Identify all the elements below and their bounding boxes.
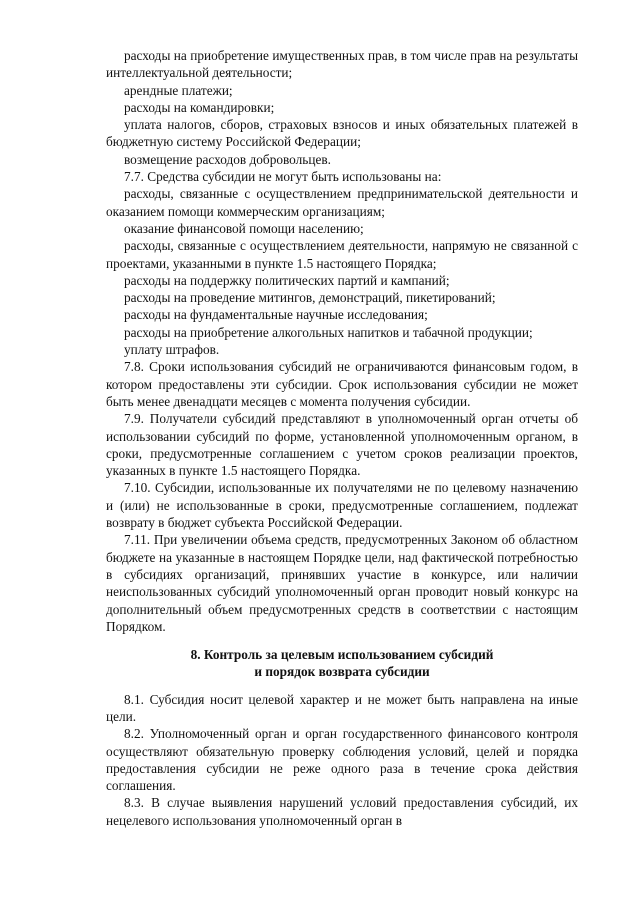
paragraph: 8.1. Субсидия носит целевой характер и не может быть направлена на иные цели.: [106, 691, 578, 724]
paragraph: расходы, связанные с осуществлением предпринимательской деятельности и оказанием помощи коммерческим организациям;: [106, 186, 578, 219]
paragraph: расходы, связанные с осуществлением деятельности, напрямую не связанной с проектами, указанными в пункте 1.5 настоящего Порядка;: [106, 238, 578, 271]
section-8: [106, 691, 578, 829]
paragraph: 7.9. Получатели субсидий представляют в уполномоченный орган отчеты об использовании субсидий по форме, установленной уполномоченным органом, в сроки, предусмотренные соглашением с учетом сроков реализации проектов, указанных в пункте 1.5 настоящего Порядка.: [106, 411, 578, 479]
paragraph: оказание финансовой помощи населению;: [124, 220, 364, 236]
paragraph: уплата налогов, сборов, страховых взносов и иных обязательных платежей в бюджетную систему Российской Федерации;: [106, 117, 578, 150]
section-heading-line-1: 8. Контроль за целевым использованием субсидий: [190, 647, 494, 663]
paragraph: расходы на приобретение имущественных прав, в том числе прав на результаты интеллектуальной деятельности;: [106, 48, 578, 81]
paragraph: 7.7. Средства субсидии не могут быть использованы на:: [124, 169, 442, 185]
paragraph: 8.3. В случае выявления нарушений условий предоставления субсидий, их нецелевого использования уполномоченный орган в: [106, 795, 578, 828]
paragraph: 8.2. Уполномоченный орган и орган государственного финансового контроля осуществляют обязательную проверку соблюдения условий, целей и порядка предоставления субсидии не реже одного раза в течение срока действия соглашения.: [106, 726, 578, 794]
paragraph: уплату штрафов.: [124, 342, 220, 358]
paragraph: расходы на фундаментальные научные исследования;: [124, 307, 428, 323]
document-page: [106, 47, 578, 829]
section-heading: [106, 646, 578, 681]
paragraph: расходы на проведение митингов, демонстраций, пикетирований;: [124, 290, 496, 306]
section-7-continued: [106, 47, 578, 635]
paragraph: расходы на командировки;: [124, 99, 275, 115]
paragraph: 7.11. При увеличении объема средств, предусмотренных Законом об областном бюджете на указанные в настоящем Порядке цели, над фактической потребностью в субсидиях организаций, принявших участие в конкурсе, или наличии неиспользованных субсидий уполномоченный орган проводит новый конкурс на дополнительный объем предусмотренных средств в соответствии с настоящим Порядком.: [106, 532, 578, 634]
section-heading-line-2: и порядок возврата субсидии: [254, 664, 430, 680]
paragraph: расходы на поддержку политических партий и кампаний;: [124, 272, 450, 288]
paragraph: 7.10. Субсидии, использованные их получателями не по целевому назначению и (или) не использованные в сроки, предусмотренные соглашением, подлежат возврату в бюджет субъекта Российской Федерации.: [106, 480, 578, 531]
paragraph: арендные платежи;: [124, 82, 233, 98]
paragraph: возмещение расходов добровольцев.: [124, 151, 331, 167]
paragraph: 7.8. Сроки использования субсидий не ограничиваются финансовым годом, в котором предоставлены эти субсидии. Срок использования субсидии не может быть менее двенадцати месяцев с момента получения субсидии.: [106, 359, 578, 409]
paragraph: расходы на приобретение алкогольных напитков и табачной продукции;: [124, 324, 533, 340]
